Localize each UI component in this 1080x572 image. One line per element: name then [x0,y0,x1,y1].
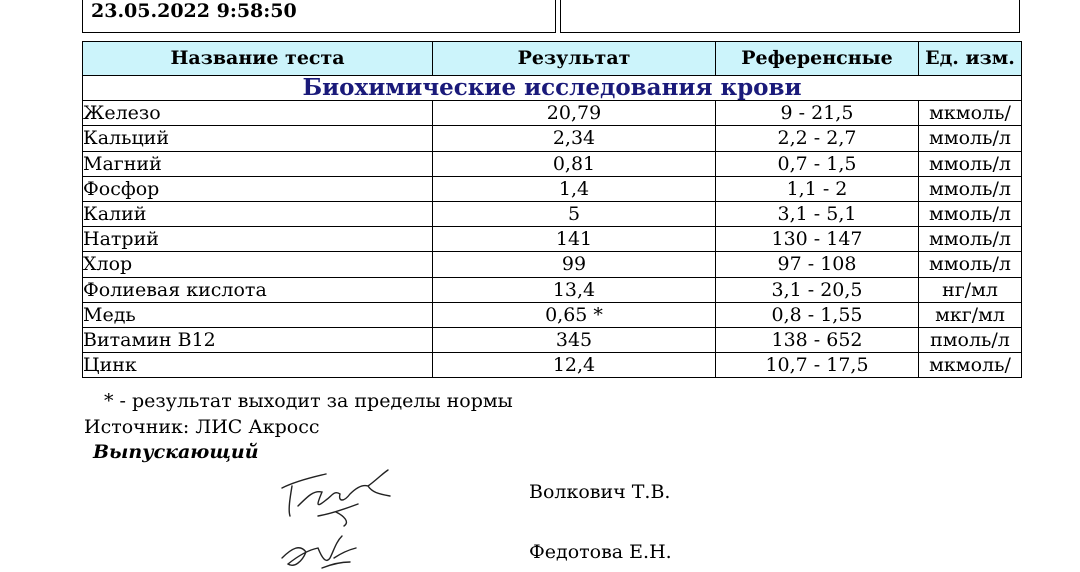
reference-cell: 9 - 21,5 [716,101,919,126]
table-row [83,176,1022,201]
unit-cell: нг/мл [919,277,1022,302]
reference-cell: 97 - 108 [716,252,919,277]
unit-cell: пмоль/л [919,327,1022,352]
signer-1-name: Волкович Т.В. [529,481,671,503]
table-row [83,101,1022,126]
reference-cell: 2,2 - 2,7 [716,126,919,151]
footnote: * - результат выходит за пределы нормы [104,390,513,412]
result-cell: 2,34 [433,126,716,151]
test-name-cell: Цинк [83,353,433,378]
column-header-result: Результат [433,42,716,76]
issuer-label: Выпускающий [93,441,259,463]
test-name-cell: Натрий [83,227,433,252]
table-row [83,277,1022,302]
signature-1-image [278,466,398,528]
result-cell: 0,65 * [433,302,716,327]
test-name-cell: Хлор [83,252,433,277]
table-header-row [83,42,1022,76]
test-name-cell: Кальций [83,126,433,151]
unit-cell: ммоль/л [919,176,1022,201]
result-cell: 0,81 [433,151,716,176]
result-cell: 345 [433,327,716,352]
reference-cell: 0,7 - 1,5 [716,151,919,176]
unit-cell: ммоль/л [919,126,1022,151]
unit-cell: ммоль/л [919,252,1022,277]
table-row [83,252,1022,277]
source-line: Источник: ЛИС Акросс [84,416,320,438]
result-cell: 99 [433,252,716,277]
unit-cell: ммоль/л [919,201,1022,226]
test-name-cell: Калий [83,201,433,226]
unit-cell: мкмоль/ [919,353,1022,378]
test-name-cell: Витамин B12 [83,327,433,352]
reference-cell: 10,7 - 17,5 [716,353,919,378]
header-empty-box [560,0,1020,33]
column-header-test-name: Название теста [83,42,433,76]
reference-cell: 138 - 652 [716,327,919,352]
results-table [82,41,1022,378]
table-row [83,126,1022,151]
unit-cell: ммоль/л [919,227,1022,252]
signer-2-name: Федотова Е.Н. [529,541,672,563]
unit-cell: мкг/мл [919,302,1022,327]
reference-cell: 0,8 - 1,55 [716,302,919,327]
test-name-cell: Фосфор [83,176,433,201]
signature-2-image [278,528,368,572]
reference-cell: 3,1 - 5,1 [716,201,919,226]
result-cell: 141 [433,227,716,252]
column-header-reference: Референсные [716,42,919,76]
reference-cell: 1,1 - 2 [716,176,919,201]
report-datetime: 23.05.2022 9:58:50 [91,0,297,22]
result-cell: 13,4 [433,277,716,302]
unit-cell: ммоль/л [919,151,1022,176]
result-cell: 1,4 [433,176,716,201]
date-box [82,0,556,33]
table-row [83,353,1022,378]
result-cell: 20,79 [433,101,716,126]
table-row [83,151,1022,176]
reference-cell: 3,1 - 20,5 [716,277,919,302]
section-row [83,76,1022,101]
table-row [83,227,1022,252]
table-row [83,327,1022,352]
test-name-cell: Магний [83,151,433,176]
test-name-cell: Медь [83,302,433,327]
unit-cell: мкмоль/ [919,101,1022,126]
table-row [83,201,1022,226]
result-cell: 12,4 [433,353,716,378]
reference-cell: 130 - 147 [716,227,919,252]
test-name-cell: Фолиевая кислота [83,277,433,302]
test-name-cell: Железо [83,101,433,126]
section-title: Биохимические исследования крови [83,76,1022,101]
table-row [83,302,1022,327]
column-header-unit: Ед. изм. [919,42,1022,76]
result-cell: 5 [433,201,716,226]
